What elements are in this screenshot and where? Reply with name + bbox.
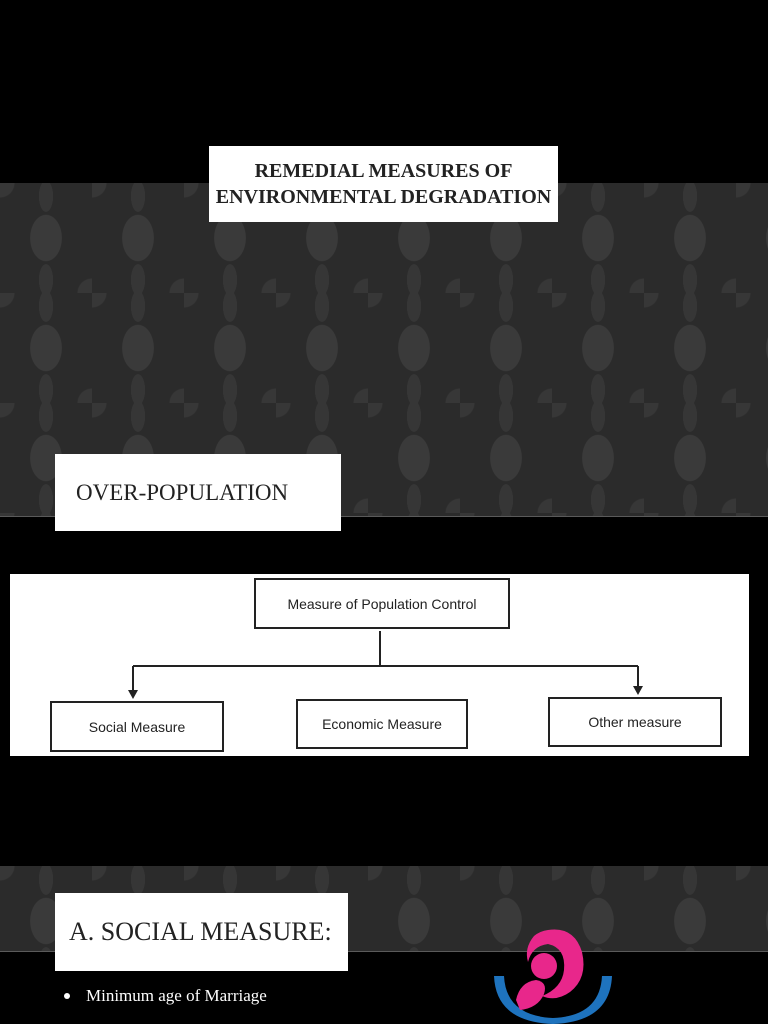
diagram-node-economic-measure: Economic Measure [296,699,468,749]
list-item [64,986,267,1006]
arrowhead [633,686,643,695]
diagram-node-other-measure: Other measure [548,697,722,747]
mother-and-child-logo-icon [486,926,620,1024]
bullet-icon [64,993,70,999]
subsection-heading: A. SOCIAL MEASURE: [55,893,348,971]
diagram-node-social-measure: Social Measure [50,701,224,752]
section-heading: OVER-POPULATION [55,454,341,531]
population-control-diagram [10,574,749,756]
diagram-node-root: Measure of Population Control [254,578,510,629]
bullet-list [64,986,267,1006]
arrowhead [128,690,138,699]
list-item-text: Minimum age of Marriage [86,986,267,1005]
slide-title: REMEDIAL MEASURES OF ENVIRONMENTAL DEGRADATION [209,146,558,222]
